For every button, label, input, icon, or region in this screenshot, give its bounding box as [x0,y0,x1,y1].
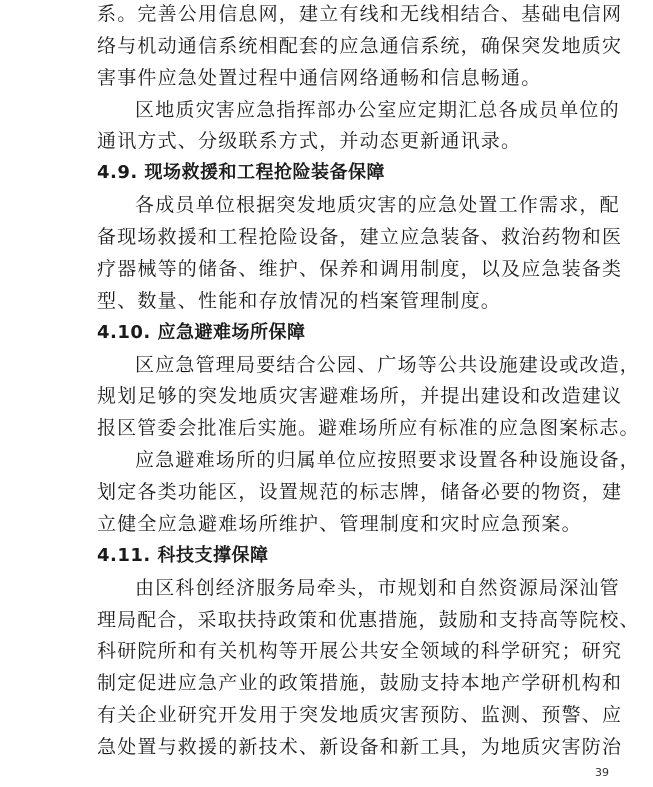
paragraph-line: 害事件应急处置过程中通信网络通畅和信息畅通。 [97,67,542,89]
paragraph-line: 规划足够的突发地质灾害避难场所，并提出建设和改造建议 [97,385,623,407]
section-heading-4-10: 4.10. 应急避难场所保障 [97,322,306,343]
paragraph-line: 理局配合，采取扶持政策和优惠措施，鼓励和支持高等院校、 [97,609,640,631]
paragraph-line: 区地质灾害应急指挥部办公室应定期汇总各成员单位的 [135,99,620,121]
page-number: 39 [595,766,609,779]
paragraph-line: 划定各类功能区，设置规范的标志牌，储备必要的物资，建 [97,481,623,503]
paragraph-line: 报区管委会批准后实施。避难场所应有标准的应急图案标志。 [97,417,640,439]
paragraph-line: 由区科创经济服务局牵头，市规划和自然资源局深汕管 [135,577,620,599]
paragraph-line: 系。完善公用信息网，建立有线和无线相结合、基础电信网 [97,3,623,25]
paragraph-line: 制定促进应急产业的政策措施，鼓励支持本地产学研机构和 [97,672,623,694]
section-heading-4-11: 4.11. 科技支撑保障 [97,545,269,566]
section-heading-4-9: 4.9. 现场救援和工程抢险装备保障 [97,162,385,183]
paragraph-line: 疗器械等的储备、维护、保养和调用制度，以及应急装备类 [97,258,623,280]
paragraph-line: 科研院所和有关机构等开展公共安全领域的科学研究；研究 [97,640,623,662]
paragraph-line: 应急避难场所的归属单位应按照要求设置各种设施设备， [135,449,641,471]
paragraph-line: 有关企业研究开发用于突发地质灾害预防、监测、预警、应 [97,704,623,726]
paragraph-line: 各成员单位根据突发地质灾害的应急处置工作需求，配 [135,194,620,216]
paragraph-line: 立健全应急避难场所维护、管理制度和灾时应急预案。 [97,513,582,535]
paragraph-line: 通讯方式、分级联系方式，并动态更新通讯录。 [97,130,522,152]
paragraph-line: 备现场救援和工程抢险设备，建立应急装备、救治药物和医 [97,226,623,248]
paragraph-line: 型、数量、性能和存放情况的档案管理制度。 [97,290,502,312]
paragraph-line: 急处置与救援的新技术、新设备和新工具，为地质灾害防治 [97,736,623,758]
paragraph-line: 络与机动通信系统相配套的应急通信系统，确保突发地质灾 [97,35,623,57]
paragraph-line: 区应急管理局要结合公园、广场等公共设施建设或改造， [135,354,641,376]
